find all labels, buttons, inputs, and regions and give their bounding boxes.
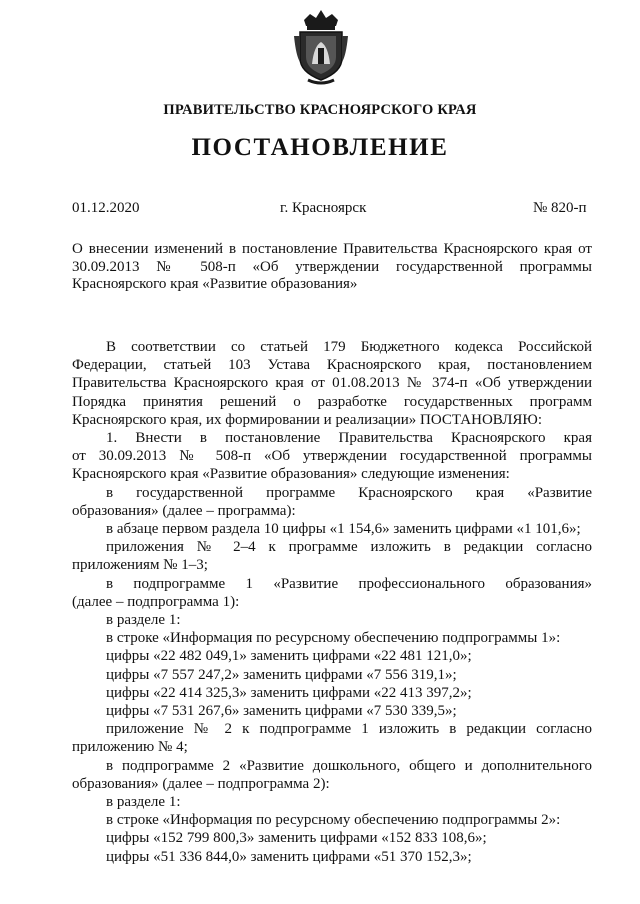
- body-line: в разделе 1:: [106, 794, 181, 811]
- body-line: цифры «22 482 049,1» заменить цифрами «22 481 121,0»;: [106, 648, 472, 665]
- body-line: 1. Внести в постановление Правительства Красноярского края: [106, 430, 592, 447]
- body-line: приложение № 2 к подпрограмме 1 изложить в редакции согласно: [106, 721, 592, 738]
- body-line: цифры «51 336 844,0» заменить цифрами «51 370 152,3»;: [106, 848, 472, 865]
- document-subject: [72, 241, 592, 294]
- body-line: Красноярского края, их формировании и реализации» ПОСТАНОВЛЯЮ:: [72, 411, 542, 428]
- body-line: цифры «7 531 267,6» заменить цифрами «7 530 339,5»;: [106, 703, 457, 720]
- subject-line: О внесении изменений в постановление Правительства Красноярского края от: [72, 241, 592, 257]
- body-line: в строке «Информация по ресурсному обеспечению подпрограммы 2»:: [106, 812, 561, 829]
- body-line: приложению № 4;: [72, 739, 188, 756]
- body-line: (далее – подпрограмма 1):: [72, 593, 240, 610]
- body-line: Порядка принятия решений о разработке государственных программ: [72, 393, 592, 410]
- body-line: приложения № 2–4 к программе изложить в редакции согласно: [106, 539, 592, 556]
- body-line: цифры «152 799 800,3» заменить цифрами «152 833 108,6»;: [106, 830, 487, 847]
- subject-line: Красноярского края «Развитие образования»: [72, 276, 358, 292]
- body-line: в разделе 1:: [106, 612, 181, 629]
- body-line: В соответствии со статьей 179 Бюджетного кодекса Российской: [106, 339, 592, 355]
- body-line: приложениям № 1–3;: [72, 557, 208, 574]
- body-line: образования» (далее – программа):: [72, 502, 296, 519]
- document-date: 01.12.2020: [72, 200, 140, 216]
- document-number: № 820-п: [533, 200, 587, 216]
- body-line: в строке «Информация по ресурсному обеспечению подпрограммы 1»:: [106, 630, 561, 647]
- body-line: от 30.09.2013 № 508-п «Об утверждении государственной программы: [72, 448, 592, 465]
- document-body: [72, 338, 592, 866]
- document-city: г. Красноярск: [280, 200, 367, 216]
- body-line: образования» (далее – подпрограмма 2):: [72, 775, 330, 792]
- body-line: Правительства Красноярского края от 01.08.2013 № 374-п «Об утверждении: [72, 375, 592, 392]
- body-line: Красноярского края «Развитие образования» следующие изменения:: [72, 466, 510, 483]
- body-line: цифры «22 414 325,3» заменить цифрами «22 413 397,2»;: [106, 684, 472, 701]
- body-line: в подпрограмме 1 «Развитие профессионального образования»: [106, 575, 592, 592]
- document-type: ПОСТАНОВЛЕНИЕ: [191, 134, 449, 161]
- coat-of-arms-emblem: [292, 6, 350, 86]
- body-line: в абзаце первом раздела 10 цифры «1 154,6» заменить цифрами «1 101,6»;: [106, 521, 581, 538]
- government-name: ПРАВИТЕЛЬСТВО КРАСНОЯРСКОГО КРАЯ: [163, 102, 477, 118]
- body-line: в подпрограмме 2 «Развитие дошкольного, общего и дополнительного: [106, 757, 592, 774]
- body-line: в государственной программе Красноярского края «Развитие: [106, 484, 592, 501]
- body-line: цифры «7 557 247,2» заменить цифрами «7 556 319,1»;: [106, 666, 457, 683]
- subject-line: 30.09.2013 № 508-п «Об утверждении государственной программы: [72, 258, 592, 275]
- body-line: Федерации, статьей 103 Устава Красноярского края, постановлением: [72, 357, 592, 374]
